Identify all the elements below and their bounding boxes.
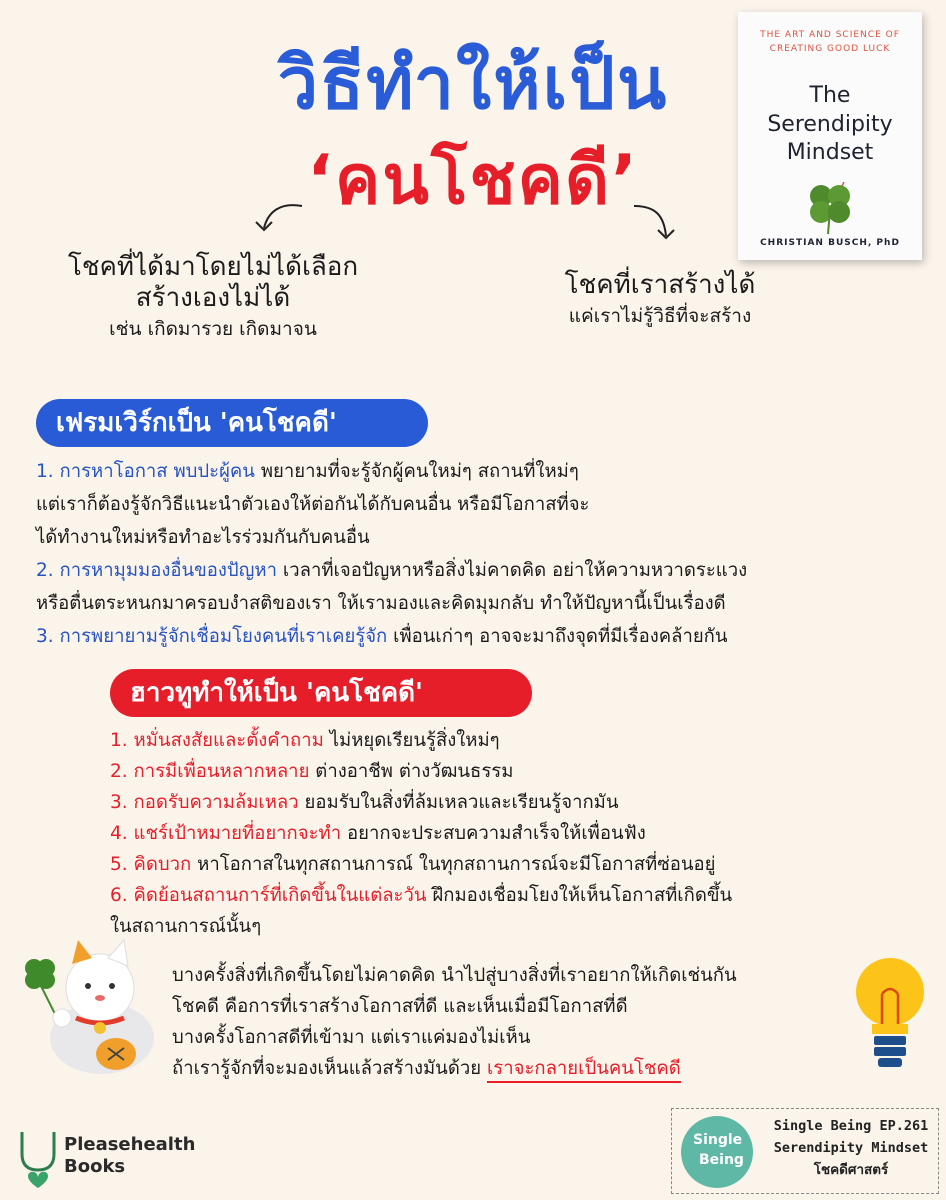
right-arrow-icon xyxy=(630,200,680,250)
light-bulb-icon xyxy=(850,950,930,1078)
framework-list xyxy=(36,455,916,653)
left-subtitle xyxy=(40,252,386,345)
book-cover xyxy=(738,12,922,260)
closing-paragraph xyxy=(172,960,852,1084)
left-subtitle-example: เช่น เกิดมารวย เกิดมาจน xyxy=(109,318,317,341)
closing-line: โชคดี คือการที่เราสร้างโอกาสที่ดี และเห็นเมื่อมีโอกาสที่ดี xyxy=(172,996,628,1017)
podcast-title: Serendipity Mindset xyxy=(773,1140,929,1156)
page-title: วิธีทำให้เป็น xyxy=(277,41,669,125)
left-arrow-icon xyxy=(250,198,310,238)
list-item-continued: หรือตื่นตระหนกมาครอบงำสติของเรา ให้เรามองและคิดมุมกลับ ทำให้ปัญหานี้เป็นเรื่องดี xyxy=(36,593,726,614)
list-item-continued: ในสถานการณ์นั้นๆ xyxy=(110,916,262,937)
lucky-cat-icon xyxy=(12,928,162,1078)
right-subtitle xyxy=(520,270,800,332)
book-title: The xyxy=(809,83,851,108)
book-title: Serendipity xyxy=(767,111,893,137)
list-item: 2. การหามุมมองอื่นของปัญหา เวลาที่เจอปัญหาหรือสิ่งไม่คาดคิด อย่าให้ความหวาดระแวง xyxy=(36,560,748,581)
podcast-info xyxy=(766,1115,936,1181)
single-being-podcast-logo: Single Being xyxy=(681,1116,753,1188)
closing-line: บางครั้งโอกาสดีที่เข้ามา แต่เราแค่มองไม่เห็น xyxy=(172,1027,531,1048)
brand-name: Pleasehealth Books xyxy=(64,1134,196,1177)
podcast-subtitle: โชคดีศาสตร์ xyxy=(813,1162,889,1178)
list-item: 6. คิดย้อนสถานการ์ที่เกิดขึ้นในแต่ละวัน ฝึกมองเชื่อมโยงให้เห็นโอกาสที่เกิดขึ้น xyxy=(110,885,733,906)
list-item: 5. คิดบวก หาโอกาสในทุกสถานการณ์ ในทุกสถานการณ์จะมีโอกาสที่ซ่อนอยู่ xyxy=(110,854,716,875)
book-author: CHRISTIAN BUSCH, PhD xyxy=(760,238,900,248)
left-subtitle-line: โชคที่ได้มาโดยไม่ได้เลือก xyxy=(67,252,359,282)
list-item: 4. แชร์เป้าหมายที่อยากจะทำ อยากจะประสบความสำเร็จให้เพื่อนฟัง xyxy=(110,823,646,844)
list-item-continued: ได้ทำงานใหม่หรือทำอะไรร่วมกันกับคนอื่น xyxy=(36,527,370,548)
book-tagline: CREATING GOOD LUCK xyxy=(769,44,891,55)
list-item: 1. การหาโอกาส พบปะผู้คน พยายามที่จะรู้จักผู้คนใหม่ๆ สถานที่ใหม่ๆ xyxy=(36,461,579,482)
right-subtitle-line: โชคที่เราสร้างได้ xyxy=(564,270,756,300)
book-title: Mindset xyxy=(786,140,874,166)
left-subtitle-line: สร้างเองไม่ได้ xyxy=(135,283,291,314)
closing-line: ถ้าเรารู้จักที่จะมองเห็นแล้วสร้างมันด้วย เราจะกลายเป็นคนโชคดี xyxy=(172,1053,852,1084)
list-item: 3. การพยายามรู้จักเชื่อมโยงคนที่เราเคยรู้จัก เพื่อนเก่าๆ อาจจะมาถึงจุดที่มีเรื่องคล้ายกัน xyxy=(36,626,728,647)
framework-heading: เฟรมเวิร์กเป็น 'คนโชคดี' xyxy=(36,399,428,447)
podcast-episode: Single Being EP.261 xyxy=(773,1118,929,1134)
list-item: 1. หมั่นสงสัยและตั้งคำถาม ไม่หยุดเรียนรู้สิ่งใหม่ๆ xyxy=(110,730,500,751)
closing-line: บางครั้งสิ่งที่เกิดขึ้นโดยไม่คาดคิด นำไปสู่บางสิ่งที่เราอยากให้เกิดเช่นกัน xyxy=(172,965,737,986)
book-tagline: THE ART AND SCIENCE OF xyxy=(760,30,900,40)
four-leaf-clover-icon xyxy=(794,176,866,236)
page-title-highlight: ‘คนโชคดี’ xyxy=(307,141,639,220)
closing-highlight: เราจะกลายเป็นคนโชคดี xyxy=(487,1058,681,1083)
right-subtitle-line: แค่เราไม่รู้วิธีที่จะสร้าง xyxy=(568,305,752,328)
list-item: 2. การมีเพื่อนหลากหลาย ต่างอาชีพ ต่างวัฒนธรรม xyxy=(110,761,514,782)
howto-list xyxy=(110,725,900,942)
howto-heading: ฮาวทูทำให้เป็น 'คนโชคดี' xyxy=(110,669,532,717)
list-item-continued: แต่เราก็ต้องรู้จักวิธีแนะนำตัวเองให้ต่อกันได้กับคนอื่น หรือมีโอกาสที่จะ xyxy=(36,494,590,515)
list-item: 3. กอดรับความล้มเหลว ยอมรับในสิ่งที่ล้มเหลวและเรียนรู้จากมัน xyxy=(110,792,619,813)
